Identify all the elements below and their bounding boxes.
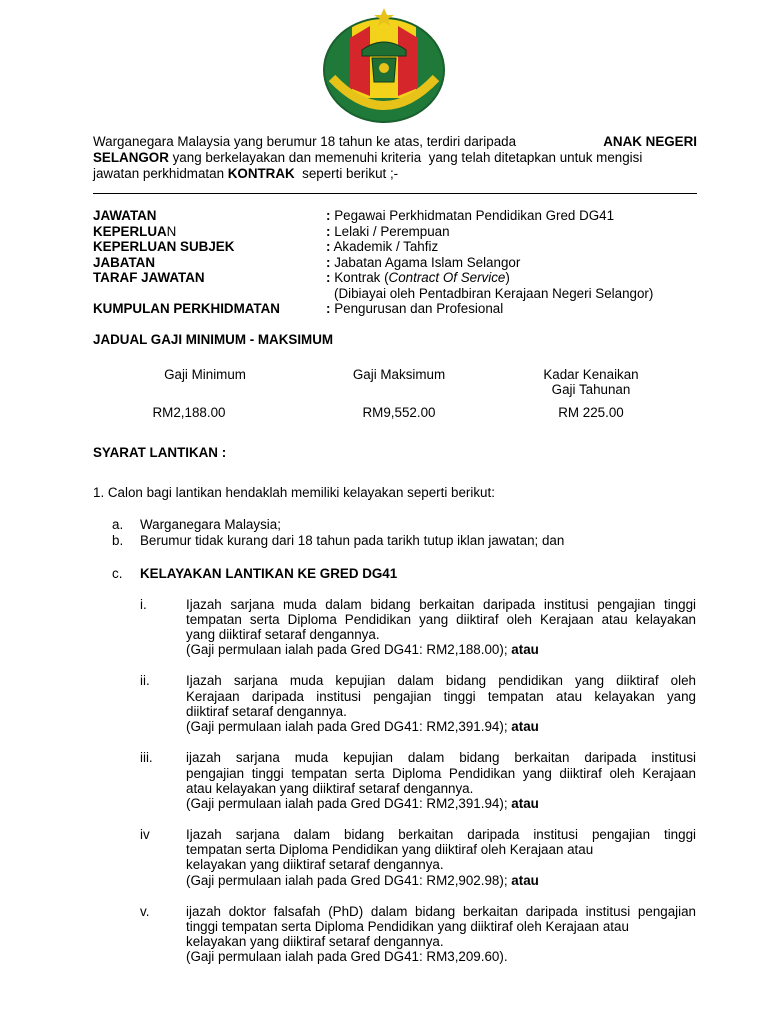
syarat-b-marker: b.	[112, 533, 124, 548]
intro-selangor: SELANGOR	[93, 150, 169, 165]
qualification-line: atau kelayakan yang diiktiraf setaraf dengannya.	[186, 781, 474, 796]
qualification-line: ijazah doktor falsafah (PhD) dalam bidang berkaitan daripada institusi pengajian	[186, 904, 696, 919]
qualification-pay	[186, 949, 696, 964]
value-jabatan	[326, 255, 520, 270]
colon: :	[326, 224, 331, 239]
qualification-pay	[186, 796, 696, 811]
subjek-text: Akademik / Tahfiz	[333, 239, 439, 254]
syarat-a-text: Warganegara Malaysia;	[140, 517, 281, 532]
qualification-line: Ijazah sarjana muda dalam bidang berkaitan daripada institusi pengajian tinggi	[186, 597, 696, 612]
pay-text: (Gaji permulaan ialah pada Gred DG41: RM2,902.98);	[186, 873, 512, 888]
qualification-line: diiktiraf setaraf dengannya.	[186, 704, 347, 719]
value-taraf-jawatan	[326, 270, 510, 285]
taraf-note: (Dibiayai oleh Pentadbiran Kerajaan Negeri Selangor)	[334, 286, 654, 301]
intro-text: yang berkelayakan dan memenuhi kriteria yang telah ditetapkan untuk mengisi	[168, 150, 643, 165]
intro-line-1	[93, 134, 697, 149]
atau-text: atau	[511, 642, 539, 657]
divider-line	[93, 193, 697, 194]
salary-min-label: Gaji Minimum	[164, 367, 246, 382]
qualification-line: Ijazah sarjana dalam bidang berkaitan daripada institusi pengajian tinggi	[186, 827, 696, 842]
intro-anak-negeri: ANAK NEGERI	[603, 134, 697, 149]
salary-rate-value: RM 225.00	[558, 405, 624, 420]
intro-text: jawatan perkhidmatan	[93, 166, 228, 181]
jawatan-text: Pegawai Perkhidmatan Pendidikan Gred DG41	[334, 208, 615, 223]
colon: :	[326, 239, 331, 254]
qualification-line: Ijazah sarjana muda kepujian dalam bidang pendidikan yang diiktiraf oleh	[186, 673, 696, 688]
atau-text: atau	[511, 796, 539, 811]
qualification-marker: v.	[140, 904, 150, 919]
qualification-line: yang diiktiraf setaraf dengannya.	[186, 627, 380, 642]
syarat-c-heading: KELAYAKAN LANTIKAN KE GRED DG41	[140, 566, 398, 581]
taraf-text-italic: Contract Of Service	[388, 270, 506, 285]
taraf-text-a: Kontrak (	[334, 270, 389, 285]
syarat-a-marker: a.	[112, 517, 124, 532]
salary-rate-label-2: Gaji Tahunan	[551, 382, 631, 397]
crest-emblem-dot	[379, 63, 389, 73]
intro-text: seperti berikut ;-	[294, 166, 399, 181]
qualification-line: tempatan serta Diploma Pendidikan yang diiktiraf oleh Kerajaan atau kelayakan	[186, 612, 696, 627]
qualification-marker: ii.	[140, 673, 150, 688]
label-taraf-jawatan: TARAF JAWATAN	[93, 270, 205, 285]
salary-rate-label-1: Kadar Kenaikan	[543, 367, 639, 382]
qualification-marker: iii.	[140, 750, 153, 765]
salary-min-value: RM2,188.00	[152, 405, 226, 420]
colon: :	[326, 301, 331, 316]
colon: :	[326, 255, 331, 270]
kumpulan-text: Pengurusan dan Profesional	[334, 301, 504, 316]
pay-text: (Gaji permulaan ialah pada Gred DG41: RM2,391.94);	[186, 796, 512, 811]
jabatan-text: Jabatan Agama Islam Selangor	[334, 255, 521, 270]
keperluan-label-bold: KEPERLUA	[93, 224, 167, 239]
crest-red-band-left	[350, 26, 370, 96]
salary-max-label: Gaji Maksimum	[352, 367, 446, 382]
syarat-point-1: 1. Calon bagi lantikan hendaklah memiliki kelayakan seperti berikut:	[93, 485, 495, 500]
intro-text: Warganegara Malaysia yang berumur 18 tahun ke atas, terdiri daripada	[93, 134, 520, 149]
value-keperluan-subjek	[326, 239, 438, 254]
qualification-line: ijazah sarjana muda kepujian dalam bidang berkaitan daripada institusi	[186, 750, 696, 765]
pay-text: (Gaji permulaan ialah pada Gred DG41: RM2,391.94);	[186, 719, 512, 734]
colon: :	[326, 208, 331, 223]
value-kumpulan-perkhidmatan	[326, 301, 503, 316]
atau-text: atau	[511, 873, 539, 888]
qualification-pay	[186, 873, 696, 888]
pay-text: (Gaji permulaan ialah pada Gred DG41: RM3,209.60).	[186, 949, 508, 964]
value-jawatan	[326, 208, 614, 223]
qualification-pay	[186, 642, 696, 657]
qualification-marker: iv	[140, 827, 150, 842]
label-jawatan: JAWATAN	[93, 208, 157, 223]
salary-heading: JADUAL GAJI MINIMUM - MAKSIMUM	[93, 332, 334, 347]
label-kumpulan-perkhidmatan: KUMPULAN PERKHIDMATAN	[93, 301, 280, 316]
qualification-line: tinggi tempatan serta Diploma Pendidikan yang diiktiraf oleh Kerajaan atau	[186, 919, 629, 934]
label-jabatan: JABATAN	[93, 255, 155, 270]
label-keperluan-subjek: KEPERLUAN SUBJEK	[93, 239, 235, 254]
atau-text: atau	[511, 719, 539, 734]
pay-text: (Gaji permulaan ialah pada Gred DG41: RM2,188.00);	[186, 642, 512, 657]
qualification-marker: i.	[140, 597, 147, 612]
intro-line-2	[93, 150, 697, 165]
salary-max-value: RM9,552.00	[362, 405, 436, 420]
syarat-b-text: Berumur tidak kurang dari 18 tahun pada tarikh tutup iklan jawatan; dan	[140, 533, 565, 548]
qualification-line: Kerajaan daripada institusi pengajian tinggi tempatan atau kelayakan yang	[186, 689, 696, 704]
selangor-crest-logo	[322, 8, 446, 126]
taraf-text-c: )	[505, 270, 510, 285]
value-keperluan	[326, 224, 450, 239]
label-keperluan	[93, 224, 176, 239]
intro-line-3	[93, 166, 398, 181]
qualification-line: pengajian tinggi tempatan serta Diploma Pendidikan yang diiktiraf oleh Kerajaan	[186, 766, 696, 781]
qualification-line: kelayakan yang diiktiraf setaraf dengannya.	[186, 857, 444, 872]
syarat-heading: SYARAT LANTIKAN :	[93, 445, 227, 460]
crest-red-band-right	[398, 26, 418, 96]
qualification-line: kelayakan yang diiktiraf setaraf dengannya.	[186, 934, 444, 949]
keperluan-text: Lelaki / Perempuan	[334, 224, 450, 239]
colon: :	[326, 270, 331, 285]
qualification-line: tempatan serta Diploma Pendidikan yang diiktiraf oleh Kerajaan atau	[186, 842, 594, 857]
intro-kontrak: KONTRAK	[227, 166, 295, 181]
keperluan-label-n: N	[166, 224, 177, 239]
syarat-c-marker: c.	[112, 566, 123, 581]
qualification-pay	[186, 719, 696, 734]
